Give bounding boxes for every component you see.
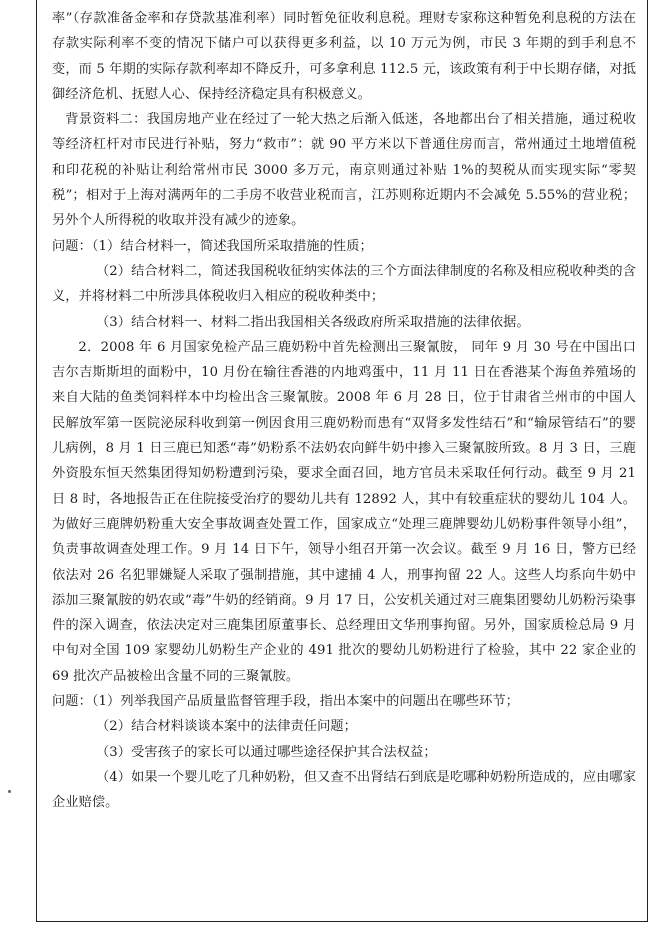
paragraph-policy-continuation: 率”（存款准备金率和存贷款基准利率）同时暂免征收利息税。理财专家称这种暂免利息税的方法在存款实际利率不变的情况下储户可以获得更多利益，以 10 万元为例，市民 3 年期的到手利息不变，而 5 年期的实际存款利率却不降反升，可多拿利息 112.5 元，该政策有利于中长期存储，对抵御经济危机、抚慰人心、保持经济稳定具有积极意义。 bbox=[52, 11, 636, 102]
top-cropped-text-fragment bbox=[160, 0, 280, 2]
question-2-item-2: （2）结合材料谈谈本案中的法律责任问题； bbox=[96, 719, 357, 735]
question-2-item-1: 问题：（1）列举我国产品质量监督管理手段，指出本案中的问题出在哪些环节； bbox=[52, 694, 519, 710]
question-1-item-2: （2）结合材料二，简述我国税收征纳实体法的三个方面法律制度的名称及相应税收种类的含义，并将材料二中所涉具体税收归入相应的税收种类中； bbox=[52, 263, 636, 305]
case-2-paragraph: 2．2008 年 6 月国家免检产品三鹿奶粉中首先检测出三聚氰胺， 同年 9 月 30 号在中国出口吉尔吉斯斯坦的面粉中，10 月份在输往香港的内地鸡蛋中，11 月 11 日在香港某个海鱼养殖场的来自大陆的鱼类饲料样本中均检出含三聚氰胺。2008 年 6 月 28 日，位于甘肃省兰州市的中国人民解放军第一医院泌尿科收到第一例因食用三鹿奶粉而患有“双肾多发性结石”和“输尿管结石”的婴儿病例，8 月 1 日三鹿已知悉“毒”奶粉系不法奶农向鲜牛奶中掺入三聚氰胺所致。8 月 3 日，三鹿外资股东恒天然集团得知奶粉遭到污染，要求全面召回，地方官员未采取任何行动。截至 9 月 21 日 8 时，各地报告正在住院接受治疗的婴幼儿共有 12892 人，其中有较重症状的婴幼儿 104 人。为做好三鹿牌奶粉重大安全事故调查处置工作，国家成立“处理三鹿牌婴幼儿奶粉事件领导小组”，负责事故调查处理工作。9 月 14 日下午，领导小组召开第一次会议。截至 9 月 16 日，警方已经依法对 26 名犯罪嫌疑人采取了强制措施，其中逮捕 4 人，刑事拘留 22 人。这些人均系向牛奶中添加三聚氰胺的奶农或“毒”牛奶的经销商。9 月 17 日，公安机关通过对三鹿集团婴幼儿奶粉污染事件的深入调查，依法决定对三鹿集团原董事长、总经理田文华刑事拘留。另外，国家质检总局 9 月中旬对全国 109 家婴幼儿奶粉生产企业的 491 批次的婴幼儿奶粉进行了检验，其中 22 家企业的 69 批次产品被检出含量不同的三聚氰胺。 bbox=[52, 339, 636, 684]
question-2-item-3: （3）受害孩子的家长可以通过哪些途径保护其合法权益； bbox=[96, 744, 437, 760]
paragraph-background-two: 背景资料二：我国房地产业在经过了一轮大热之后渐入低迷，各地都出台了相关措施，通过税收等经济杠杆对市民进行补贴，努力“救市”：就 90 平方米以下普通住房而言，常州通过土地增值税和印花税的补贴让利给常州市民 3000 多万元，南京则通过补贴 1%的契税从而实现实际“零契税”；相对于上海对满两年的二手房不收营业税而言，江苏则称近期内不会减免 5.55%的营业税；另外个人所得税的收取并没有减少的迹象。 bbox=[52, 112, 636, 229]
document-body bbox=[52, 6, 636, 816]
question-1-item-3: （3）结合材料一、材料二指出我国相关各级政府所采取措施的法律依据。 bbox=[96, 314, 530, 330]
question-1-item-1: 问题：（1）结合材料一，简述我国所采取措施的性质； bbox=[52, 238, 373, 254]
question-2-item-4: （4）如果一个婴儿吃了几种奶粉，但又查不出肾结石到底是吃哪种奶粉所造成的，应由哪家企业赔偿。 bbox=[52, 769, 636, 811]
margin-speck bbox=[8, 790, 11, 793]
